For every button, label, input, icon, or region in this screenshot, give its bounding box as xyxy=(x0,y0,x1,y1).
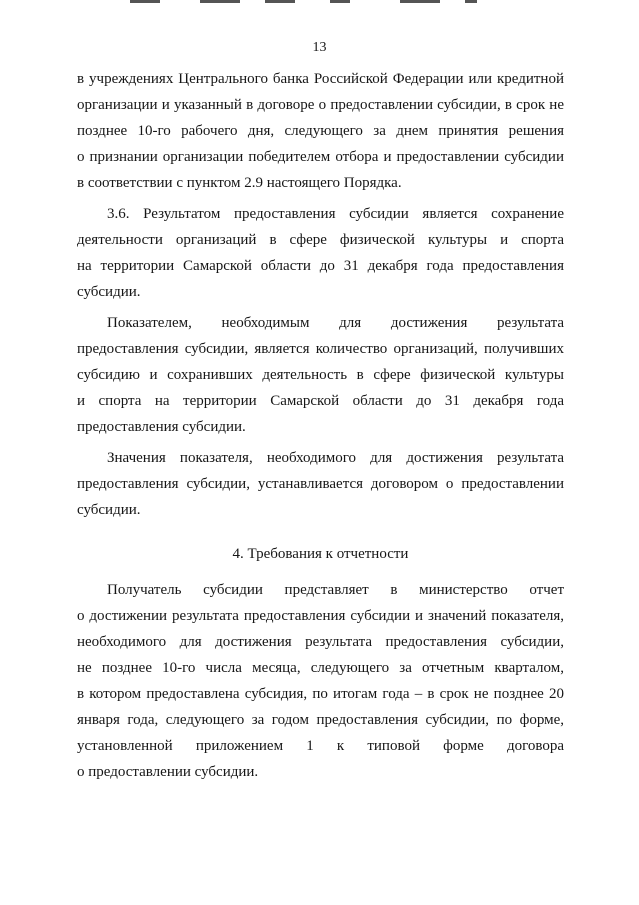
text-line: и спорта на территории Самарской области до 31 декабря года xyxy=(77,393,564,409)
paragraph xyxy=(77,201,564,305)
text-line: Получатель субсидии представляет в министерство отчет xyxy=(107,582,564,598)
text-line: субсидию и сохранивших деятельность в сфере физической культуры xyxy=(77,367,564,383)
text-line: необходимого для достижения результата предоставления субсидии, xyxy=(77,634,564,650)
paragraph xyxy=(77,310,564,440)
paragraph xyxy=(77,66,564,196)
text-line: о предоставлении субсидии. xyxy=(77,764,259,780)
text-line: Значения показателя, необходимого для достижения результата xyxy=(107,450,564,466)
text-line: деятельности организаций в сфере физической культуры и спорта xyxy=(77,232,564,248)
text-line: в котором предоставлена субсидия, по итогам года – в срок не позднее 20 xyxy=(77,686,564,702)
text-line: предоставления субсидии. xyxy=(77,419,246,435)
text-line: на территории Самарской области до 31 декабря года предоставления xyxy=(77,258,564,274)
text-line: в учреждениях Центрального банка Российской Федерации или кредитной xyxy=(77,71,564,87)
paragraph xyxy=(77,445,564,523)
page-number: 13 xyxy=(312,40,327,55)
text-line: Показателем, необходимым для достижения результата xyxy=(107,315,564,331)
text-line: организации и указанный в договоре о предоставлении субсидии, в срок не xyxy=(77,97,564,113)
text-line: о достижении результата предоставления субсидии и значений показателя, xyxy=(77,608,564,624)
top-scan-marks xyxy=(130,0,490,4)
text-line: о признании организации победителем отбора и предоставлении субсидии xyxy=(77,149,564,165)
text-line: установленной приложением 1 к типовой форме договора xyxy=(77,738,564,754)
paragraph xyxy=(77,577,564,785)
text-line: предоставления субсидии, устанавливается договором о предоставлении xyxy=(77,476,564,492)
text-line: января года, следующего за годом предоставления субсидии, по форме, xyxy=(77,712,564,728)
text-line: позднее 10-го рабочего дня, следующего за днем принятия решения xyxy=(77,123,564,139)
text-line: предоставления субсидии, является количество организаций, получивших xyxy=(77,341,564,357)
text-line: субсидии. xyxy=(77,502,141,518)
section-heading: 4. Требования к отчетности xyxy=(232,546,409,562)
text-line: 3.6. Результатом предоставления субсидии является сохранение xyxy=(107,206,564,222)
document-body xyxy=(77,66,564,785)
text-line: субсидии. xyxy=(77,284,141,300)
text-line: не позднее 10-го числа месяца, следующего за отчетным кварталом, xyxy=(77,660,564,676)
text-line: в соответствии с пунктом 2.9 настоящего Порядка. xyxy=(77,175,402,191)
